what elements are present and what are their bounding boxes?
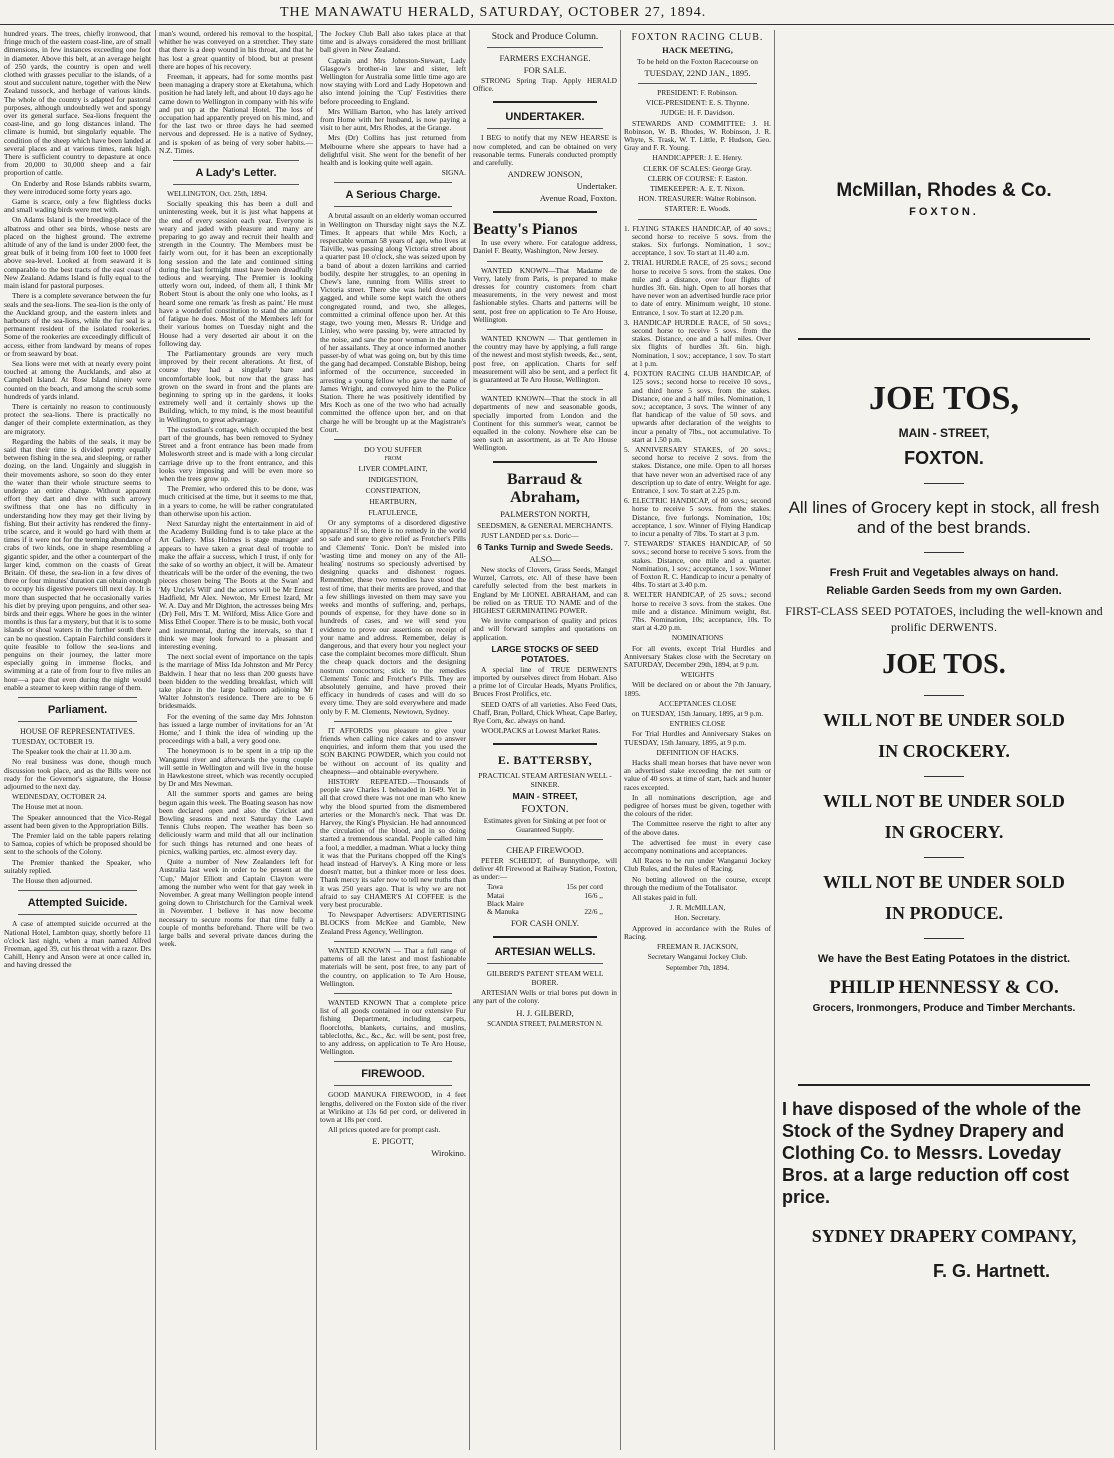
meeting-heading: HACK MEETING, xyxy=(662,45,733,55)
undertaker-role: Undertaker. xyxy=(576,181,617,192)
undersold-line: IN CROCKERY. xyxy=(878,741,1010,761)
suffer-from: FROM xyxy=(384,455,402,462)
divider xyxy=(487,329,603,330)
parliament-date: WEDNESDAY, OCTOBER 24. xyxy=(12,792,107,802)
wood-price: 16/6 ,, xyxy=(584,890,603,900)
divider xyxy=(334,439,452,440)
gilberd-address: SCANDIA STREET, PALMERSTON N. xyxy=(487,1019,603,1028)
race-entry: 3. HANDICAP HURDLE RACE, of 50 sovs.; second horse to receive 5 sovs. from the stakes. Distance, one and a half miles. Over six flights of hurdles 3ft. 6in. high. Nomination, 1 sov.; acceptance, 1 sov. To start at 1 p.m. xyxy=(624,317,771,368)
column-2 xyxy=(159,30,313,1450)
joetos-repeat: JOE TOS. xyxy=(882,649,1006,680)
divider xyxy=(493,461,597,463)
divider xyxy=(487,261,603,262)
nominations-heading: NOMINATIONS xyxy=(671,633,724,643)
suffer-item: FLATULENCE, xyxy=(368,507,418,517)
race-entry: 1. FLYING STAKES HANDICAP, of 40 sovs.; second horse to receive 5 sovs. from the stakes. Six furlongs. Nomination, 1 sov.; acceptance, 1 sov. To start at 11.40 a.m. xyxy=(624,223,771,258)
wood-name: & Manuka xyxy=(487,906,519,916)
officer: TIMEKEEPER: A. E. T. Nixon. xyxy=(650,184,745,194)
undersold-line: IN GROCERY. xyxy=(884,822,1004,842)
article-paragraph: Captain and Mrs Johnston-Stewart, Lady Glasgow's brother-in law and sister, left Wellington for Australia some little time ago are now staying with Lord and Lady Hopetown and also intend joining the 'Cup' Festivities there before proceeding to England. xyxy=(320,55,466,106)
suffer-item: INDIGESTION, xyxy=(368,474,418,484)
wanted-ad: WANTED KNOWN—That Madame de Verry, lately from Paris, is prepared to make dresses for country customers from chart measurements, in the very newest and most fashionable styles. Charts and patterns will be sent, post free on application to Te Aro House, Wellington. xyxy=(473,265,617,324)
officer: STARTER: E. Woods. xyxy=(664,204,731,214)
rule-item: All Races to be run under Wanganui Jockey Club Rules, and the Rules of Racing. xyxy=(624,856,771,874)
history-ad: HISTORY REPEATED.—Thousands of people saw Charles I. beheaded in 1649. Yet in all that crowd there was not one man who knew why the blood spurted from the dismembered arteries or the Monarch's neck. That was Dr. Harvey, the King's Physician. He had announced the circulation of the blood, and in so doing started a tremendous scandal. People called him a fool, a meddler, a madman. What a lucky thing it was that the Puritans chopped off the King's head instead of Harvey's. A King more or less doesn't matter, but a thinker more or less does. Thank mercy its safer now to tell new truths than it was 250 years ago. That is why we are not afraid to say CHAMER'S AI COFFEE is the very best procurable. xyxy=(320,777,466,910)
article-paragraph: Sea lions were met with at nearly every point touched at among the Aucklands, and also at Campbell Island. At Rose Island ninety were counted on the beach, and among the scrub some hundreds of yards inland. xyxy=(4,358,151,401)
divider xyxy=(487,47,603,48)
column-3 xyxy=(320,30,466,1450)
officer: CLERK OF SCALES: George Gray. xyxy=(643,163,752,173)
divider xyxy=(924,483,964,484)
suffer-item: CONSTIPATION, xyxy=(365,485,421,495)
officer: CLERK OF COURSE: F. Easton. xyxy=(647,173,748,183)
undersold-line: IN PRODUCE. xyxy=(884,903,1003,923)
parliament-item: No real business was done, though much discussion took place, and as the Bills were not ready for the Governor's signature, the House adjourned to the next day. xyxy=(4,757,151,792)
gilberd-trade: GILBERD'S PATENT STEAM WELL BORER. xyxy=(486,969,604,988)
firewood-note: All prices quoted are for prompt cash. xyxy=(328,1125,441,1135)
joetos-heading: JOE TOS, xyxy=(869,380,1019,417)
divider xyxy=(493,743,597,745)
seed-oats: SEED OATS of all varieties. Also Feed Oats, Chaff, Bran, Pollard, Chick Wheat, Cape Barley, Rye Corn, &c. always on hand. xyxy=(473,699,617,725)
beatty-heading: Beatty's Pianos xyxy=(473,221,578,239)
divider xyxy=(493,936,597,938)
letter-paragraph: Socially speaking this has been a dull and uninteresting week, but it is just what happens at the end of every session each year. Everyone is weary and jaded with pleasure and many are preparing to go away and recruit their health and strength in the Country. The Members must be fairly worn out, for it has been an exceptionally long session and the late and continued sitting during the last fortnight must have been dreadfully tedious and wearying. The Premier is looking utterly worn out, indeed, of them all, I think Mr Robert Stout is about the only one who looks, as I heard some one remark 'as fresh as paint.' He must have a wonderful constitution to stand the amount of fatigue he does. Most of the Members left for their various homes on Tuesday night and the House had a very deserted air about it on the following day. xyxy=(159,199,313,348)
exchange-heading: FARMERS EXCHANGE. xyxy=(499,53,591,63)
entries-heading: ENTRIES CLOSE xyxy=(669,719,726,729)
article-paragraph: Mrs William Barton, who has lately arrived from Home with her husband, is now paying a visit to her aunt, Mrs Rhodes, at the Grange. xyxy=(320,106,466,133)
officer: HON. TREASURER: Walter Robinson. xyxy=(638,194,757,204)
column-4 xyxy=(473,30,617,1450)
article-paragraph: On Enderby and Rose Islands rabbits swarm, they were introduced some forty years ago. xyxy=(4,178,151,196)
undersold-line: WILL NOT BE UNDER SOLD xyxy=(823,710,1065,730)
hartnett-name: F. G. Hartnett. xyxy=(932,1261,1050,1281)
wood-price: 15s per cord xyxy=(566,882,603,892)
column-rule xyxy=(155,30,156,1450)
article-paragraph: Game is scarce, only a few flightless ducks and small wading birds were met with. xyxy=(4,197,151,215)
divider xyxy=(334,1085,452,1086)
letter-heading: A Lady's Letter. xyxy=(195,167,277,180)
race-entry: 8. WELTER HANDICAP, of 25 sovs.; second horse to receive 3 sovs. from the stakes. One mile and a distance. Minimum weight, 8st. 7lbs. Nomination, 10s; acceptance, 10s. To start at 4.20 p.m. xyxy=(624,590,771,633)
officer: STEWARDS AND COMMITTEE: J. H. Robinson, W. B. Rhodes, W. Robinson, J. R. Whyte, S. Trask, W. T. Little, P. Hudson, Geo. Gray and F. R. Young. xyxy=(624,118,771,153)
suicide-article: A case of attempted suicide occurred at the National Hotel, Lambton quay, shortly before 11 o'clock last night, when a man named Alfred Freeman, aged 39, cut his throat with a razor. Drs Cahill, Henry and Anson were at once called in, and having dressed the xyxy=(4,919,151,970)
artesian-body: ARTESIAN Wells or trial bores put down in any part of the colony. xyxy=(473,988,617,1006)
suffer-item: LIVER COMPLAINT, xyxy=(358,463,428,473)
battersby-trade: PRACTICAL STEAM ARTESIAN WELL - SINKER. xyxy=(478,771,612,790)
first-class-potatoes: FIRST-CLASS SEED POTATOES, including the well-known and prolific DERWENTS. xyxy=(785,604,1103,634)
undertaker-name: ANDREW JONSON, xyxy=(507,169,583,180)
potatoes-body: A special line of TRUE DERWENTS imported by ourselves direct from Hobart. Also a prime lot of Circular Heads, Myatts Prolifics, Bruces Frost Prolifics, etc. xyxy=(473,664,617,699)
parliament-item: The Speaker announced that the Vice-Regal assent had been given to the Appropriation Bills. xyxy=(4,812,151,830)
divider xyxy=(493,211,597,213)
baking-powder-ad: IT AFFORDS you pleasure to give your friends when calling nice cakes and to answer enquiries, and inform them that you used the SON BAKING POWDER, which you could not be without on account of its quality and cheapness—and obtainable everywhere. xyxy=(320,725,466,776)
divider xyxy=(173,184,299,185)
suffer-body: Or any symptoms of a disordered digestive apparatus? If so, there is no remedy in the world so safe and sure to give relief as Frotcher's Pills and Clements' Tonic. Don't be misled into 'wasting time and money on any of the All-healing' nostrums so speciously advertised by designing quacks and dishonest rogues. Remember, these two remedies have stood the test of time, that their merits are proved, and that a few shillings invested on them may save you weeks and months of suffering, and, perhaps, pounds of expense, for they have done so in hundreds of cases, and we will send you evidence to prove our assertions on receipt of your name and address. Remember, delay is dangerous, and that every hour you neglect your case the complaint becomes more difficult. Shun the cheap quack doctors and the designing nostrum concoctors; stick to the remedies Clements' Tonic and Frotcher's Pills. They are absolutely genuine, and have proved their efficacy in hundreds of cases and will do so every time. They are sold everywhere and made only by F. M. Clements, Newtown, Sydney. xyxy=(320,517,466,716)
officer: PRESIDENT: F. Robinson. xyxy=(657,88,738,97)
mcmillan-heading: McMillan, Rhodes & Co. xyxy=(836,180,1052,201)
fresh-fruit: Fresh Fruit and Vegetables always on hand. xyxy=(829,567,1059,579)
letter-paragraph: The next social event of importance on the tapis is the marriage of Miss Ida Johnston and Mr Percy Baldwin. I hear that no less than 200 guests have been bidden to the wedding breakfast, which will take place in the large ballroom adjoining Mr Walter Johnston's residence. There are to be 6 bridesmaids. xyxy=(159,652,313,711)
divider xyxy=(798,1084,1090,1086)
mcmillan-place: FOXTON. xyxy=(909,206,979,218)
article-paragraph: There is certainly no reason to continuously protect the sea-lions. There is practically no danger of their complete extermination, as they are migratory. xyxy=(4,401,151,436)
officer: HANDICAPPER: J. E. Henry. xyxy=(652,153,743,163)
letter-paragraph: All the summer sports and games are being begun again this week. The Boating season has now been declared open and also the Cricket and Bowling seasons and next Saturday the Lawn Tennis Clubs reopen. The weather has been so deliciously warm and mild that all our inclination for such things has returned and one hears of picnics, walking parties, etc. almost every day. xyxy=(159,789,313,856)
pigott-name: E. PIGOTT, xyxy=(372,1136,414,1147)
hennessy-trade: Grocers, Ironmongers, Produce and Timber Merchants. xyxy=(812,1003,1076,1014)
divider xyxy=(18,697,137,698)
divider xyxy=(18,721,137,722)
divider xyxy=(173,160,299,161)
cash-only: FOR CASH ONLY. xyxy=(511,918,579,929)
barraud-heading: Barraud & Abraham, xyxy=(507,470,583,506)
masthead-title: THE MANAWATU HERALD, SATURDAY, OCTOBER 27, 1894. xyxy=(280,5,707,20)
divider xyxy=(18,890,137,891)
beatty-body: In use every where. For catalogue address, Daniel F. Beatty, Washington, New Jersey. xyxy=(473,238,617,256)
letter-paragraph: Next Saturday night the entertainment in aid of the Academy Building fund is to take place at the Art Gallery. Miss Holmes is stage manager and appears to have taken a great deal of trouble to make the affair a success, which I trust, if only for the sake of so worthy an object, it will be. Amateur theatricals will be the order of the evening, the two pieces chosen being 'The Boots at the Swan' and 'My Uncle's Will' and the actors will be Mr Ernest Hadfield, Mr Alex. Newton, Mr Ernest Izard, Mr W. A. Day and Mr Dighton, the actresses being Mrs (Dr) Fell, Mrs T. M. Wilford, Miss Alice Gore and Miss Ethel Cooper. There is to be music, both vocal and instrumental, during the intervals, so that I think we may look forward to a pleasant and interesting evening. xyxy=(159,518,313,652)
meeting-date: TUESDAY, 22ND JAN., 1895. xyxy=(644,68,751,78)
divider xyxy=(487,839,603,840)
parliament-item: The Speaker took the chair at 11.30 a.m. xyxy=(12,747,132,757)
secretary-name: J. R. McMILLAN, xyxy=(669,903,726,913)
wanted-ad: WANTED KNOWN — That a full range of patterns of all the latest and most fashionable materials will be sent, post free, to any part of the country, on application to Te Aro House, Wellington. xyxy=(320,945,466,988)
forsale-heading: FOR SALE. xyxy=(523,65,567,75)
divider xyxy=(924,938,964,939)
stock-heading: Stock and Produce Column. xyxy=(491,32,599,42)
joetos-town: FOXTON. xyxy=(904,448,984,468)
column-6 xyxy=(778,30,1110,1450)
letter-paragraph: The custodian's cottage, which occupied the best part of the grounds, has been removed to Sydney Street and a front entrance has been made from Molesworth street and is made with a long circular carriage drive up to the front entrance, and this looks very imposing and will be even more so when the trees grow up. xyxy=(159,424,313,483)
signature: SIGNA. xyxy=(441,168,466,178)
letter-paragraph: Quite a number of New Zealanders left for Australia last week in order to be present at the 'Cup,' Major Elliott and Captain Clayton were among the number who went for that gay week in November. A great many Wellington people intend going down to Christchurch for the Carnival week in November. I believe it has now become necessary to secure rooms for that time fully a couple of months beforehand. There will be two large balls and several private dances during the week. xyxy=(159,857,313,949)
column-rule xyxy=(774,30,775,1450)
divider xyxy=(493,101,597,103)
barraud-place: PALMERSTON NORTH, xyxy=(500,508,590,519)
column-1 xyxy=(4,30,151,1450)
gilberd-name: H. J. GILBERD, xyxy=(516,1007,574,1018)
acceptances-body: on TUESDAY, 15th January, 1895, at 9 p.m. xyxy=(631,709,764,719)
divider xyxy=(334,993,452,994)
notice-date: September 7th, 1894. xyxy=(665,962,730,972)
best-potatoes: We have the Best Eating Potatoes in the district. xyxy=(817,953,1071,965)
divider xyxy=(18,914,137,915)
approved-note: Approved in accordance with the Rules of Racing. xyxy=(624,923,771,941)
column-rule xyxy=(469,30,470,1450)
rule-item: The Committee reserve the right to alter any of the above dates. xyxy=(624,819,771,837)
wood-name: Black Maire xyxy=(487,898,524,908)
article-paragraph: Mrs (Dr) Collins has just returned from Melbourne where she appears to have had a delightful visit. She went for the benefit of her health and is looking quite well again. xyxy=(320,133,466,168)
rule-item: In all nominations description, age and pedigree of horses must be given, together with the colours of the rider. xyxy=(624,792,771,819)
parliament-item: The House met at noon. xyxy=(12,802,83,812)
parliament-item: The Premier thanked the Speaker, who suitably replied. xyxy=(4,857,151,875)
divider xyxy=(334,182,452,183)
divider xyxy=(924,857,964,858)
parliament-date: TUESDAY, OCTOBER 19. xyxy=(12,737,94,747)
divider xyxy=(638,83,757,84)
divider xyxy=(334,206,452,207)
rule-item: The advertised fee must in every case accompany nominations and acceptances. xyxy=(624,837,771,856)
article-paragraph: On Adams Island is the breeding-place of the albatross and other sea birds, whose nests are placed on the highest ground. The extreme altitude of any of the land is under 2000 feet, the great bulk of it being from 100 feet to 1000 feet above sea-level. Looked at from seaward it is comparable to the best tracts of the east coast of New Zealand. Adams Island is fully equal to the main island for pastoral purposes. xyxy=(4,215,151,291)
column-rule xyxy=(620,30,621,1450)
battersby-street: MAIN - STREET, xyxy=(512,791,578,802)
race-entry: 2. TRIAL HURDLE RACE, of 25 sovs.; second horse to receive 5 sovs. from the stakes. One mile and a distance, over four flights of hurdles 3ft. 6in. high. Open to all horses that have never won an advertised hurdle race prior to date of entry. Minimum weight, 10 stone. Entrance, 1 sov. To start at 12.20 p.m. xyxy=(624,258,771,317)
battersby-heading: E. BATTERSBY, xyxy=(497,753,593,768)
barraud-invite: We invite comparison of quality and prices and will forward samples and quotations on application. xyxy=(473,616,617,642)
undersold-line: WILL NOT BE UNDER SOLD xyxy=(823,872,1065,892)
suffer-heading: DO YOU SUFFER xyxy=(363,444,423,454)
charge-heading: A Serious Charge. xyxy=(345,189,441,202)
letter-paragraph: For the evening of the same day Mrs Johnston has issued a large number of invitations for an 'At Home,' and I think the idea of winding up the proceedings with a ball, a very good one. xyxy=(159,711,313,746)
race-entry: 7. STEWARDS' STAKES HANDICAP, of 50 sovs.; second horse to receive 5 sovs. from the stakes. Distance, one mile and a quarter. Nomination, 1 sov.; acceptance, 1 sov. Winner of Foxton R. C. Handicap to incur a penalty of 4lbs. To start at 3.40 p.m. xyxy=(624,539,771,590)
newspaper-ad: To Newspaper Advertisers: ADVERTISING BLOCKS from McKee and Gamble, New Zealand Press Agency, Wellington. xyxy=(320,910,466,936)
meeting-held: To be held on the Foxton Racecourse on xyxy=(637,57,758,66)
charge-article: A brutal assault on an elderly woman occurred in Wellington on Thursday night says the N.Z. Times. It appears that while Mrs Koch, a respectable woman 58 years of age, who lives at Taiville, was passing along Victoria street about a quarter past 10 o'clock, she was seized upon by a band of about a dozen larrikins and carried bodily, despite her struggles, to an opening in Chew's lane, running from Willis street to Victoria street. There she was held down and gagged, and while some kept watch the others congregated round, and two, she alleges, committed a criminal offence upon her. At this stage, two young men, Messrs R. Uridge and Linley, who were passing by, were attracted by the noise, and saw the poor woman in the hands of her assailants. They at once informed another passer-by of what was going on, but by this time the gang had decamped. Constable Bishop, being informed of the occurrence, succeeded in arresting a young fellow who gave the name of James Wright, and conveyed him to the Police Station. There he was positively identified by Mrs Koch as one of the two who had actually committed the offence upon her, and on that charge he will be brought up at the Magistrate's Court. xyxy=(320,211,466,434)
artesian-heading: ARTESIAN WELLS. xyxy=(494,946,596,959)
jackson-role: Secretary Wanganui Jockey Club. xyxy=(647,952,748,962)
undersold-line: WILL NOT BE UNDER SOLD xyxy=(823,791,1065,811)
divider xyxy=(924,776,964,777)
also-label: ALSO— xyxy=(529,553,561,564)
battersby-town: FOXTON. xyxy=(521,803,569,816)
race-entry: 4. FOXTON RACING CLUB HANDICAP, of 125 sovs.; second horse to receive 10 sovs., and third horse 5 sovs. from the stakes. Distance, one and a half miles. Nomination, 1 sov.; acceptance, 3 sovs. The winner of any flat handicap of the value of 50 sovs. and upwards after declaration of the weights to incur a penalty of 7lbs., not accumulative. To start at 1.50 p.m. xyxy=(624,369,771,444)
masthead xyxy=(0,0,1114,25)
article-paragraph: Freeman, it appears, had for some months past been managing a drapery store at Eketahuna, which position he had lately left, and about 10 days ago he came down to Wellington in company with his wife and put up at the National Hotel. The loss of occupation had apparently preyed on his mind, and for the last two or three days he had seemed nervous and depressed. He is a native of Sydney, and is spoken of as being of very sober habits.—N.Z. Times. xyxy=(159,72,313,155)
wood-name: Tawa xyxy=(487,882,503,892)
letter-paragraph: The honeymoon is to be spent in a trip up the Wanganui river and afterwards the young couple will settle in Wellington and will live in the house in Hawkestone street, which was recently occupied by Dr and Mrs Newman. xyxy=(159,746,313,789)
cheap-firewood-heading: CHEAP FIREWOOD. xyxy=(506,844,584,855)
barraud-tanks: 6 Tanks Turnip and Swede Seeds. xyxy=(477,541,613,552)
barraud-body: New stocks of Clovers, Grass Seeds, Mangel Wurzel, Carrots, etc. All of these have been carefully selected from the best markets in England by Mr LIONEL ABRAHAM, and can be relied on as TRUE TO NAME and of the HIGHEST GERMINATING POWER. xyxy=(473,564,617,615)
parliament-item: The Premier laid on the table papers relating to Samoa, copies of which be proposed should be sent to the schools of the Colony. xyxy=(4,831,151,857)
reliable-seeds: Reliable Garden Seeds from my own Garden. xyxy=(826,585,1062,597)
hennessy-heading: PHILIP HENNESSY & CO. xyxy=(829,977,1059,998)
jackson-name: FREEMAN R. JACKSON, xyxy=(657,942,738,952)
article-paragraph: hundred years. The trees, chiefly ironwood, that fringe much of the eastern coast-line, are of small dimensions, in few instances exceeding one foot in diameter. Above this belt, at an average height of 250 yards, the country is open and well clothed with grasses peculiar to the islands, of a stout and succulent nature, together with the New Zealand tussock, and herbage of various kinds. The whole of the country is adapted for pastoral purposes, although undoubtedly wet and spongy over its general surface. Sea-lions frequent the coast-line, and go long distances inland. The climate is humid, but singularly equable. The condition of the sheep which have been landed at several places and at various times, rank high. There is sufficient country to depasture at once from 20,000 to 30,000 sheep and a fair proportion of cattle. xyxy=(4,30,151,178)
barraud-landed: JUST LANDED per s.s. Doric— xyxy=(481,530,579,540)
divider xyxy=(798,338,1090,340)
pigott-place: Wirokino. xyxy=(431,1148,466,1159)
wanted-ad: WANTED KNOWN—That the stock in all departments of new and seasonable goods, specially imported from London and the Continent for this summer's wear, cannot be equalled in the colony. Nowhere else can be seen such an assortment, as at Te Aro House Wellington. xyxy=(473,394,617,453)
divider xyxy=(924,695,964,696)
racing-club-heading: FOXTON RACING CLUB. xyxy=(631,32,764,43)
suicide-heading: Attempted Suicide. xyxy=(27,897,128,910)
divider xyxy=(924,552,964,553)
woolpacks: WOOLPACKS at Lowest Market Rates. xyxy=(481,726,601,736)
wanted-ad: WANTED KNOWN That a complete price list of all goods contained in our extensive Fur fishing Department, including carpets, floorcloths, blankets, curtains, and muslins, tablecloths, &c., &c., &c. will be sent, post free, to any address, on application to Te Aro House, Wellington. xyxy=(320,997,466,1057)
article-paragraph: There is a complete severance between the fur seals and the sea-lions. The sea-lion is the only of the Auckland group, and the eastern inlets and harbours of the sea-lions, while the fur seal is a permanent resident of the isolated rookeries. Some of the rookeries are exceedingly difficult of access, either from landward by means of ropes or from seaward by boat. xyxy=(4,291,151,358)
officer: VICE-PRESIDENT: E. S. Thynne. xyxy=(645,98,750,108)
parliament-item: The House then adjourned. xyxy=(12,876,93,886)
parliament-heading: Parliament. xyxy=(47,704,108,717)
nominations-body: For all events, except Trial Hurdles and Anniversary Stakes close with the Secretary on SATURDAY, December 29th, 1894, at 9 p.m. xyxy=(624,643,771,669)
divider xyxy=(334,1061,452,1062)
weights-body: Will be declared on or about the 7th January, 1895. xyxy=(624,680,771,698)
column-rule xyxy=(316,30,317,1450)
rule-item: No betting allowed on the course, except through the medium of the Totalisator. xyxy=(624,874,771,892)
divider xyxy=(487,389,603,390)
battersby-estimates: Estimates given for Sinking at per foot or Guaranteed Supply. xyxy=(483,816,607,834)
firewood-ad: GOOD MANUKA FIREWOOD, in 4 feet lengths, delivered on the Foxton side of the river at Wirikino at 13s 6d per cord, or delivered in town at 18s per cord. xyxy=(320,1090,466,1124)
divider xyxy=(487,963,603,964)
letter-date: WELLINGTON, Oct. 25th, 1894. xyxy=(167,189,268,199)
entries-body: For Trial Hurdles and Anniversary Stakes on TUESDAY, 15th January, 1895, at 9 p.m. xyxy=(624,729,771,747)
hacks-body: Hacks shall mean horses that have never won an advertised stake exceeding the net sum or value of 40 sovs. at time of start, hack and hunter races excepted. xyxy=(624,758,771,792)
letter-paragraph: The Premier, who ordered this to be done, was much criticised at the time, but it seems to me that, in a years to come, he will be rather congratulated than otherwise upon his action. xyxy=(159,484,313,518)
firewood-heading: FIREWOOD. xyxy=(361,1068,425,1081)
disposed-notice: I have disposed of the whole of the Stock of the Sydney Drapery and Clothing Co. to Messrs. Loveday Bros. at a large reduction off cost price. xyxy=(782,1099,1082,1207)
wood-row xyxy=(473,908,617,916)
undertaker-address: Avenue Road, Foxton. xyxy=(539,193,617,204)
rule-item: All stakes paid in full. xyxy=(632,893,698,903)
undertaker-heading: UNDERTAKER. xyxy=(505,111,585,124)
grocery-lines: All lines of Grocery kept in stock, all fresh and of the best brands. xyxy=(788,498,1100,537)
wanted-ad: WANTED KNOWN — That gentlemen in the country may have by applying, a full range of the newest and most stylish tweeds, &c., sent, post free, on application. Charts for self measurement will also be sent, and a perfect fit is guaranteed at Te Aro House, Wellington. xyxy=(473,334,617,385)
spacer xyxy=(778,30,1110,180)
acceptances-heading: ACCEPTANCES CLOSE xyxy=(658,698,737,708)
large-stocks: LARGE STOCKS OF SEED POTATOES. xyxy=(491,643,599,664)
divider xyxy=(487,128,603,129)
article-paragraph: The Jockey Club Ball also takes place at that time and is always considered the most brilliant ball given in New Zealand. xyxy=(320,30,466,55)
sydney-heading: SYDNEY DRAPERY COMPANY, xyxy=(811,1226,1077,1246)
officer: JUDGE: H. F. Davidson. xyxy=(660,108,735,118)
weights-heading: WEIGHTS xyxy=(680,670,715,680)
column-5 xyxy=(624,30,771,1450)
divider xyxy=(638,219,757,220)
divider xyxy=(334,941,452,942)
letter-paragraph: The Parliamentary grounds are very much improved by their recent alterations. At first, of course they had a singularly bare and uncomfortable look, but now that the grass has grown on the sward in front and the plants are beginning to spring up in the gardens, it looks extremely well and it certainly shows up the Building, which, to my mind, is the most beautiful in Wellington, to great advantage. xyxy=(159,348,313,424)
article-paragraph: Regarding the habits of the seals, it may be said that their time is divided pretty equally between fishing in the sea, and sleeping, or rather dozing, on the land. Ungainly and sluggish in their movements ashore, so soon do they enter the water than their whole structure seems to undergo an entire change. Without apparent effort they dart and dive with such arrowy swiftness that one has no difficulty in understanding how they may get their living by fishing. But their activity has rendered the finny-tribe scarce, and it would go hard with them at times if it were not for the teeming abundance of crabs of two kinds, one in shape resembling a gigantic spider, and the other a counterpart of the larger kind, common on the coasts of Great Britain. Of these, the sea-lion in a few dives of three or four minutes' duration can obtain enough to occupy his digestive powers till next day. It is more than suspected that he occasionally varies his diet by preying upon penguins, and other sea-birds and their eggs. Where he goes in the winter months is thus far a mystery, but that it is to some islands or shoal waters in the further south there can be no question. Captain Fairchild considers it quite feasible to follow the sea-lions and penguins on their journey, the latter more especially going in immense flocks, and swimming at a rate of from four to five miles an hour—a pace that even during the night would enable a steamer to keep within range of them. xyxy=(4,436,151,692)
divider xyxy=(334,721,452,722)
undertaker-body: I BEG to notify that my NEW HEARSE is now completed, and can be obtained on very reasonable terms. Funerals conducted promptly and carefully. xyxy=(473,133,617,168)
hacks-heading: DEFINITION OF HACKS. xyxy=(656,747,739,757)
forsale-body: STRONG Spring Trap. Apply HERALD Office. xyxy=(473,76,617,94)
wood-price: 22/6 ,, xyxy=(584,906,603,916)
race-entry: 5. ANNIVERSARY STAKES, of 20 sovs.; second horse to receive 2 sovs. from the stakes. Distance, one mile. Open to all horses that have never won an advertised race of any description up to date of entry. Weight for age. Entrance, 1 sov. To start at 2.25 p.m. xyxy=(624,444,771,495)
secretary-role: Hon. Secretary. xyxy=(674,913,721,923)
article-paragraph: man's wound, ordered his removal to the hospital, whither he was conveyed on a stretcher. They state that there is a deep wound in his throat, and that he has lost a great quantity of blood, but at present there are hopes of his recovery. xyxy=(159,30,313,71)
race-entry: 6. ELECTRIC HANDICAP, of 80 sovs.; second horse to receive 5 sovs. from the stakes. Distance, five furlongs. Nomination, 10s; acceptance, 1 sov. Winner of Flying Handicap to incur a penalty of 7lbs. To start at 3 p.m. xyxy=(624,496,771,538)
suffer-item: HEARTBURN, xyxy=(369,496,417,506)
wood-name: Matai xyxy=(487,890,505,900)
barraud-trade: SEEDSMEN, & GENERAL MERCHANTS. xyxy=(477,520,613,530)
parliament-subheading: HOUSE OF REPRESENTATIVES. xyxy=(20,727,135,737)
joetos-street: MAIN - STREET, xyxy=(898,426,990,440)
scheidt-body: PETER SCHEIDT, of Bunnythorpe, will deliver 4ft Firewood at Railway Station, Foxton, as under:— xyxy=(473,855,617,882)
